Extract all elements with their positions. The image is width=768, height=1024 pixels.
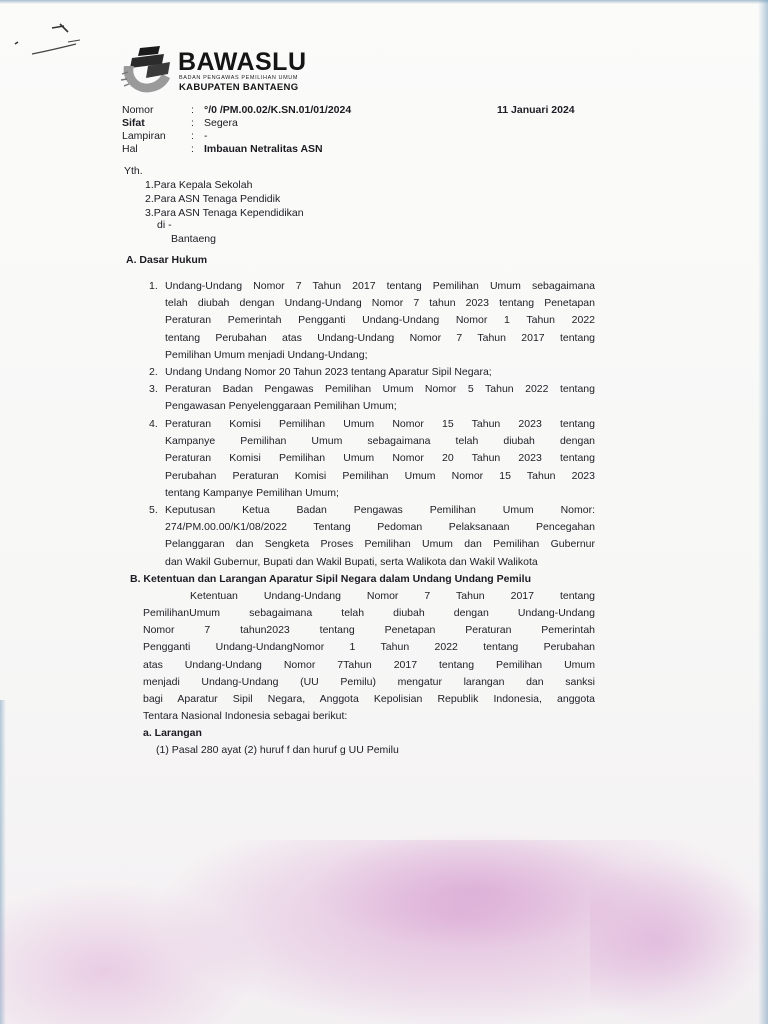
recipient-item: 1.Para Kepala Sekolah [145,179,253,191]
meta-label-lampiran: Lampiran [122,130,166,142]
recipient-item: 2.Para ASN Tenaga Pendidik [145,193,281,205]
law-line: dan Wakil Gubernur, Bupati dan Wakil Bupati, serta Walikota dan Wakil Walikota [165,556,538,568]
section-b-title: B. Ketentuan dan Larangan Aparatur Sipil Negara dalam Undang Undang Pemilu [130,573,532,585]
meta-colon: : [191,143,194,155]
paragraph-line: Nomor 7 tahun2023 tentang Penetapan Peraturan Pemerintah [143,624,595,636]
meta-colon: : [191,130,194,142]
meta-value-lampiran: - [204,130,208,142]
meta-colon: : [191,104,194,116]
salutation: Yth. [124,165,143,177]
meta-label-nomor: Nomor [122,104,154,116]
law-line: Keputusan Ketua Badan Pengawas Pemilihan Umum Nomor: [165,504,595,516]
org-region: KABUPATEN BANTAENG [179,82,299,93]
list-number: 3. [149,383,158,395]
recipient-at: di - [157,219,172,231]
ink-smudge [590,860,768,1024]
list-number: 5. [149,504,158,516]
recipient-item: 3.Para ASN Tenaga Kependidikan [145,207,304,219]
paragraph-line: atas Undang-Undang Nomor 7Tahun 2017 tentang Pemilihan Umum [143,659,595,671]
pen-scribble-mark [12,20,122,64]
org-full-name: BADAN PENGAWAS PEMILIHAN UMUM [179,75,299,81]
law-line: tentang Perubahan atas Undang-Undang Nomor 7 Tahun 2017 tentang [165,332,595,344]
law-line: Perubahan Peraturan Komisi Pemilihan Umum Nomor 15 Tahun 2023 [165,470,595,482]
list-number: 4. [149,418,158,430]
law-line: Kampanye Pemilihan Umum sebagaimana telah diubah dengan [165,435,595,447]
law-line: Peraturan Komisi Pemilihan Umum Nomor 15 Tahun 2023 tentang [165,418,595,430]
subsection-larangan-title: a. Larangan [143,727,202,739]
law-line: telah diubah dengan Undang-Undang Nomor 7 tahun 2023 tentang Penetapan [165,297,595,309]
list-number: 1. [149,280,158,292]
bawaslu-logo-icon [118,44,176,96]
law-line: Pengawasan Penyelenggaraan Pemilihan Umum; [165,400,397,412]
scan-edge-top [0,0,768,4]
law-line: Peraturan Pemerintah Pengganti Undang-Undang Nomor 1 Tahun 2022 [165,314,595,326]
meta-value-nomor: °/0 /PM.00.02/K.SN.01/01/2024 [204,104,352,116]
law-line: Peraturan Badan Pengawas Pemilihan Umum Nomor 5 Tahun 2022 tentang [165,383,595,395]
meta-value-sifat: Segera [204,117,238,129]
meta-label-sifat: Sifat [122,117,145,129]
paragraph-line: Ketentuan Undang-Undang Nomor 7 Tahun 2017 tentang [190,590,595,602]
paragraph-line: menjadi Undang-Undang (UU Pemilu) mengatur larangan dan sanksi [143,676,595,688]
paragraph-line: bagi Aparatur Sipil Negara, Anggota Kepolisian Republik Indonesia, anggota [143,693,595,705]
meta-colon: : [191,117,194,129]
law-line: Pelanggaran dan Sengketa Proses Pemilihan Umum dan Pemilihan Gubernur [165,538,595,550]
law-line: 274/PM.00.00/K1/08/2022 Tentang Pedoman Pelaksanaan Pencegahan [165,521,595,533]
org-name: BAWASLU [178,48,307,76]
law-line: Undang Undang Nomor 20 Tahun 2023 tentang Aparatur Sipil Negara; [165,366,492,378]
list-number: 2. [149,366,158,378]
law-line: Pemilihan Umum menjadi Undang-Undang; [165,349,368,361]
law-line: Undang-Undang Nomor 7 Tahun 2017 tentang Pemilihan Umum sebagaimana [165,280,595,292]
law-line: tentang Kampanye Pemilihan Umum; [165,487,339,499]
recipient-place: Bantaeng [171,233,216,245]
meta-label-hal: Hal [122,143,138,155]
paragraph-line: Tentara Nasional Indonesia sebagai berikut: [143,710,348,722]
meta-value-hal: Imbauan Netralitas ASN [204,143,323,155]
section-a-title: A. Dasar Hukum [126,254,208,266]
law-line: Peraturan Komisi Pemilihan Umum Nomor 20 Tahun 2023 tentang [165,452,595,464]
paragraph-line: PemilihanUmum sebagaimana telah diubah dengan Undang-Undang [143,607,595,619]
letter-date: 11 Januari 2024 [497,104,575,116]
larangan-item: (1) Pasal 280 ayat (2) huruf f dan huruf g UU Pemilu [156,744,399,756]
paragraph-line: Pengganti Undang-UndangNomor 1 Tahun 2022 tentang Perubahan [143,641,595,653]
